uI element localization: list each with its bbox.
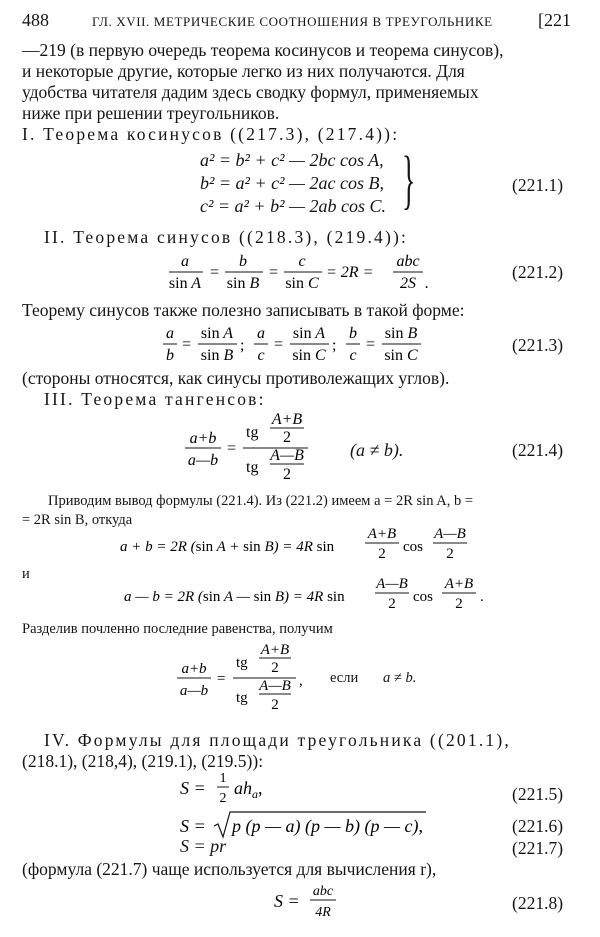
svg-text:2: 2 (283, 466, 291, 483)
cosine-law-b: b² = a² + c² — 2ac cos B, (200, 173, 384, 193)
difference-formula (124, 574, 504, 616)
eqno-221-3: (221.3) (512, 335, 564, 355)
eqno-221-8: (221.8) (512, 893, 564, 913)
svg-text:cos: cos (403, 539, 423, 555)
svg-text:b: b (349, 325, 357, 342)
svg-text:sin B: sin B (384, 325, 418, 342)
cosine-law-a: a² = b² + c² — 2bc cos A, (200, 150, 384, 170)
svg-text:a: a (257, 325, 265, 342)
svg-text:A+B: A+B (260, 642, 290, 658)
svg-text:A+B: A+B (444, 576, 474, 592)
svg-text:sin A: sin A (200, 325, 234, 342)
svg-text:sin B: sin B (226, 275, 260, 292)
and-word: и (22, 566, 30, 582)
if-word: если (330, 670, 359, 686)
svg-text:sin A: sin A (168, 275, 202, 292)
section-2-title: II. Теорема синусов ((218.3), (219.4)): (44, 227, 409, 247)
svg-text:aha,: $ah_a$, (234, 778, 263, 801)
area-remark: (формула (221.7) чаще используется для вычисления r), (22, 859, 437, 879)
svg-text:2: 2 (388, 596, 396, 612)
section-4-title-2: (218.1), (218,4), (219.1), (219.5)): (22, 751, 264, 771)
eqno-221-6: (221.6) (512, 816, 564, 836)
section-3-title: III. Теорема тангенсов: (44, 389, 266, 409)
intro-line-1: —219 (в первую очередь теорема косинусов и теорема синусов), (22, 40, 504, 60)
svg-text:2S: 2S (400, 275, 416, 292)
sum-formula (120, 524, 500, 566)
svg-text:S =: S = (180, 816, 206, 836)
svg-text:c: c (298, 253, 306, 270)
svg-text:a: a (166, 325, 174, 342)
svg-text:a + b = 2R (sin A + sin B) = 4: a + b = 2R (sin A + sin B) = 4R sin (120, 539, 335, 555)
cosine-law-c: c² = a² + b² — 2ab cos C. (200, 196, 386, 216)
sine-law-formula (165, 250, 455, 294)
svg-text:b: b (166, 347, 174, 364)
area-formula-inradius: S = pr (180, 836, 227, 856)
svg-text:2: 2 (271, 660, 279, 676)
svg-text:=: = (181, 336, 192, 353)
derivation-line-2: = 2R sin B, откуда (22, 512, 133, 528)
svg-text:sin C: sin C (292, 347, 326, 364)
svg-text:tg: tg (236, 655, 248, 671)
svg-text:= 2R =: = 2R = (326, 264, 374, 281)
svg-text:2: 2 (446, 546, 454, 562)
svg-text:=: = (209, 264, 220, 281)
svg-text:,: , (299, 673, 303, 689)
page-number: 488 (22, 10, 49, 30)
svg-text:abc: abc (396, 253, 420, 270)
svg-text:=: = (365, 336, 376, 353)
svg-text:A—B: A—B (434, 526, 466, 542)
svg-text:A+B: A+B (271, 412, 303, 428)
conclusion-line: Разделив почленно последние равенства, получим (22, 621, 333, 637)
svg-text:;: ; (332, 337, 337, 354)
svg-text:.: . (425, 275, 429, 292)
svg-text:=: = (226, 440, 237, 457)
svg-text:4R: 4R (315, 905, 331, 920)
section-1-title: I. Теорема косинусов ((217.3), (217.4)): (22, 124, 400, 144)
svg-text:sin A: sin A (292, 325, 326, 342)
svg-text:a+b: a+b (189, 430, 217, 447)
section-4-title-1: IV. Формулы для площади треугольника ((201.1), (44, 730, 511, 750)
svg-text:a—b: a—b (187, 452, 219, 469)
svg-text:a+b: a+b (181, 661, 207, 677)
tangent-condition: (a ≠ b). (350, 440, 404, 460)
svg-text:c: c (349, 347, 357, 364)
svg-text:abc: abc (312, 884, 334, 899)
intro-line-3: удобства читателя дадим здесь сводку формул, применяемых (22, 82, 479, 102)
svg-text:2: 2 (219, 791, 227, 806)
svg-text:cos: cos (413, 589, 433, 605)
section-number: [221 (538, 10, 571, 30)
svg-text:tg: tg (236, 690, 248, 706)
svg-text:S =: S = (274, 891, 300, 911)
svg-text:sin C: sin C (285, 275, 319, 292)
sine-law-remark: Теорему синусов также полезно записывать в такой форме: (22, 300, 465, 320)
svg-text:tg: tg (246, 459, 259, 476)
right-brace: } (402, 143, 416, 216)
svg-text:=: = (268, 264, 279, 281)
svg-text:2: 2 (455, 596, 463, 612)
svg-text:tg: tg (246, 424, 259, 441)
svg-text:2: 2 (283, 429, 291, 446)
svg-text:b: b (239, 253, 247, 270)
tangent-law-formula (180, 412, 330, 484)
svg-text:;: ; (240, 337, 245, 354)
svg-text:2: 2 (271, 697, 279, 713)
if-condition: a ≠ b. (383, 670, 417, 686)
intro-line-2: и некоторые другие, которые легко из них получаются. Для (22, 61, 465, 81)
svg-text:S =: S = (180, 778, 206, 798)
intro-line-4: ниже при решении треугольников. (22, 103, 280, 123)
tangent-law-derived (172, 642, 312, 714)
area-formula-circumradius (272, 880, 372, 926)
svg-text:a—b: a—b (179, 683, 209, 699)
svg-text:A—B: A—B (259, 678, 291, 694)
svg-text:A+B: A+B (367, 526, 397, 542)
eqno-221-7: (221.7) (512, 838, 564, 858)
svg-text:A—B: A—B (376, 576, 408, 592)
svg-text:sin C: sin C (384, 347, 418, 364)
derivation-line-1: Приводим вывод формулы (221.4). Из (221.2) имеем a = 2R sin A, b = (48, 493, 474, 509)
eqno-221-4: (221.4) (512, 440, 564, 460)
eqno-221-1: (221.1) (512, 175, 564, 195)
eqno-221-5: (221.5) (512, 784, 564, 804)
eqno-221-2: (221.2) (512, 262, 564, 282)
svg-text:=: = (273, 336, 284, 353)
running-title: ГЛ. XVII. МЕТРИЧЕСКИЕ СООТНОШЕНИЯ В ТРЕУГОЛЬНИКЕ (92, 14, 493, 29)
svg-text:a: a (181, 253, 189, 270)
svg-text:=: = (216, 671, 227, 687)
svg-text:A—B: A—B (270, 447, 304, 464)
svg-text:c: c (257, 347, 265, 364)
svg-text:p (p — a) (p — b) (p — c),: p (p — a) (p — b) (p — c), (232, 816, 423, 836)
sine-ratio-formulas (160, 322, 450, 366)
svg-text:sin B: sin B (200, 347, 234, 364)
svg-text:a — b = 2R (sin A — sin B) = 4: a — b = 2R (sin A — sin B) = 4R sin (124, 589, 345, 605)
svg-text:2: 2 (378, 546, 386, 562)
svg-text:1: 1 (219, 771, 227, 786)
sine-law-note: (стороны относятся, как синусы противолежащих углов). (22, 368, 450, 388)
area-formula-height (178, 766, 298, 812)
svg-text:.: . (480, 589, 484, 605)
